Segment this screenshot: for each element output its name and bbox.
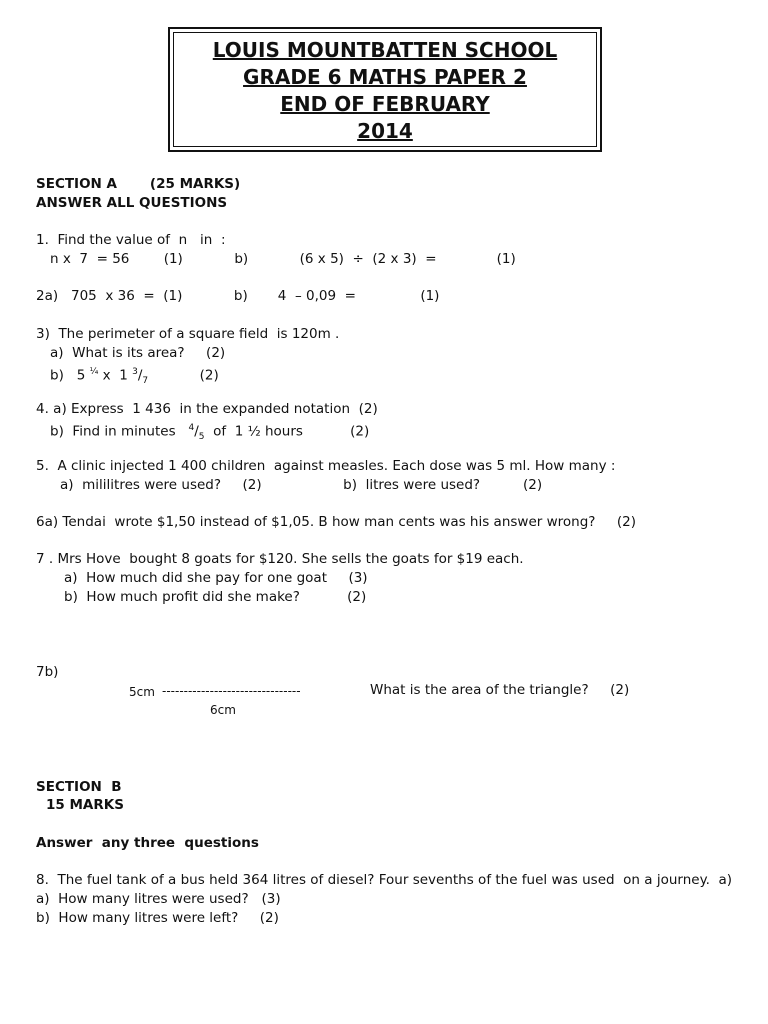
question-7a: a) How much did she pay for one goat (3) (64, 570, 368, 586)
question-3b: b) 5 $^{\frac{1}{4}}$ x 1 $^3/_7$ (2) (50, 367, 219, 387)
question-1-parts: n x 7 = 56 (1) b) (6 x 5) ÷ (2 x 3) = (1) (50, 251, 516, 267)
school-header (170, 37, 600, 145)
question-3-stem: 3) The perimeter of a square field is 120m . (36, 326, 340, 342)
question-5-stem: 5. A clinic injected 1 400 children against measles. Each dose was 5 ml. How many : (36, 458, 616, 474)
question-8a: a) How many litres were used? (3) (36, 891, 281, 907)
triangle-dashed-line: -------------------------------- (162, 684, 301, 698)
question-2: 2a) 705 x 36 = (1) b) 4 – 0,09 = (1) (36, 288, 440, 304)
question-7-stem: 7 . Mrs Hove bought 8 goats for $120. She sells the goats for $19 each. (36, 551, 524, 567)
section-a-instruction: ANSWER ALL QUESTIONS (36, 195, 228, 211)
question-7b-label: 7b) (36, 664, 59, 680)
question-7b-text: What is the area of the triangle? (2) (370, 682, 630, 698)
question-1-stem: 1. Find the value of n in : (36, 232, 226, 248)
section-b-title: SECTION B (36, 779, 122, 795)
term-title: END OF FEBRUARY (280, 92, 490, 116)
question-7b: b) How much profit did she make? (2) (64, 589, 367, 605)
triangle-side-label: 5cm (129, 685, 155, 699)
question-5-parts: a) mililitres were used? (2) b) litres were used? (2) (60, 477, 543, 493)
question-4a: 4. a) Express 1 436 in the expanded notation (2) (36, 401, 378, 417)
paper-title: GRADE 6 MATHS PAPER 2 (243, 65, 527, 89)
year-title: 2014 (357, 119, 413, 143)
school-name: LOUIS MOUNTBATTEN SCHOOL (212, 38, 558, 62)
question-8-stem: 8. The fuel tank of a bus held 364 litres of diesel? Four sevenths of the fuel was used on a journey. a) (36, 872, 733, 888)
question-4b: b) Find in minutes $^4/_5$ of 1 ½ hours (2) (50, 423, 370, 443)
section-b-instruction: Answer any three questions (36, 835, 259, 851)
section-b-marks: 15 MARKS (46, 797, 124, 813)
title-box (168, 27, 602, 152)
question-8b: b) How many litres were left? (2) (36, 910, 279, 926)
triangle-base-label: 6cm (210, 703, 236, 717)
question-6: 6a) Tendai wrote $1,50 instead of $1,05. B how man cents was his answer wrong? (2) (36, 514, 637, 530)
question-3a: a) What is its area? (2) (50, 345, 226, 361)
section-a-title: SECTION A (25 MARKS) (36, 176, 241, 192)
